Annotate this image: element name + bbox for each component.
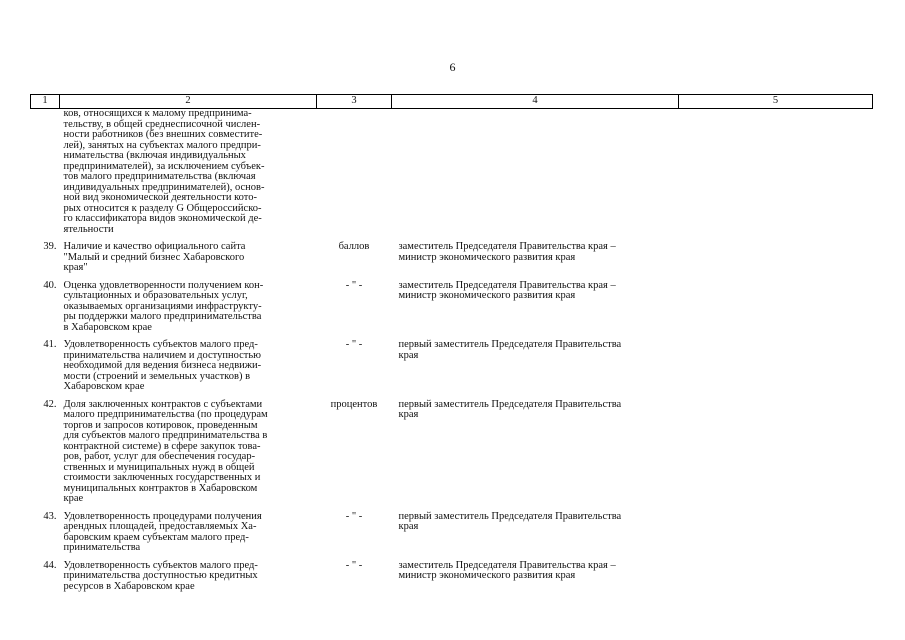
table-header-row — [31, 95, 873, 109]
unit — [317, 109, 392, 236]
column-5-cell — [679, 561, 873, 593]
row-number — [31, 109, 60, 236]
row-number: 42. — [43, 398, 57, 410]
unit: - " - — [345, 279, 363, 291]
responsible: первый заместитель Председателя Правительства края — [398, 510, 622, 532]
row-number: 39. — [43, 241, 57, 252]
responsible — [392, 109, 679, 236]
table-row — [31, 561, 873, 593]
column-header-1: 1 — [31, 95, 60, 109]
column-5-cell — [679, 400, 873, 505]
row-number: 44. — [43, 559, 57, 571]
column-5-cell — [679, 281, 873, 334]
page-number: 6 — [449, 60, 456, 74]
responsible: заместитель Председателя Правительства края – министр экономического развития края — [398, 241, 616, 263]
column-5-cell — [679, 340, 873, 393]
responsible: заместитель Председателя Правительства края – министр экономического развития края — [398, 279, 616, 301]
unit: баллов — [338, 241, 370, 252]
indicators-table — [30, 94, 873, 592]
indicator-name: Удовлетворенность субъектов малого пред- принимательства доступностью кредитных ресурсов в Хабаровском крае — [63, 559, 258, 592]
unit: процентов — [330, 398, 378, 410]
column-header-2: 2 — [60, 95, 317, 109]
indicator-name: Оценка удовлетворенности получением кон- сультационных и образовательных услуг, оказываемых организациями инфраструкту- ры поддержки малого предпринимательства в Хабаровском крае — [63, 279, 264, 333]
row-number: 41. — [43, 339, 57, 350]
table-row — [31, 242, 873, 274]
table-body — [31, 109, 873, 593]
unit: - " - — [345, 510, 363, 522]
table-row — [31, 400, 873, 505]
column-header-4: 4 — [392, 95, 679, 109]
responsible: заместитель Председателя Правительства края – министр экономического развития края — [398, 559, 616, 581]
unit: - " - — [345, 339, 363, 350]
unit: - " - — [345, 559, 363, 571]
table-row — [31, 340, 873, 393]
column-5-cell — [679, 242, 873, 274]
indicator-name: Удовлетворенность процедурами получения арендных площадей, предоставляемых Ха- баровским краем субъектам малого пред- принимательства — [63, 510, 262, 553]
row-number: 43. — [43, 510, 57, 522]
table-row — [31, 109, 873, 236]
indicator-name: Доля заключенных контрактов с субъектами малого предпринимательства (по процедурам торгов и запросов котировок, проведенным для субъектов малого предпринимательства в контрактной системе) в сфере закупок това- ров, работ, услуг для обеспечения государ- ственных и муниципальных нужд в общей стоимости заключенных государственных и муниципальных контрактов в Хабаровском крае — [63, 398, 268, 504]
indicator-name: ков, относящихся к малому предпринима- тельству, в общей среднесписочной числен- ности работников (без внешних совместите- лей), занятых на субъектах малого предпри- нимательства (включая индивидуальных предпринимателей), за исключением субъек- тов малого предпринимательства (включая индивидуальных предпринимателей), основ- ной вид экономической деятельности кото- рых относится к разделу G Общероссийско- го классификатора видов экономической де- ятельности — [63, 108, 265, 235]
responsible: первый заместитель Председателя Правительства края — [398, 398, 622, 420]
responsible: первый заместитель Председателя Правительства края — [398, 339, 622, 361]
indicator-name: Наличие и качество официального сайта "Малый и средний бизнес Хабаровского края" — [63, 241, 246, 273]
column-5-cell — [679, 512, 873, 554]
table-row — [31, 281, 873, 334]
column-header-3: 3 — [317, 95, 392, 109]
table-row — [31, 512, 873, 554]
row-number: 40. — [43, 279, 57, 291]
indicator-name: Удовлетворенность субъектов малого пред- принимательства наличием и доступностью необходимой для ведения бизнеса недвижи- мости (строений и земельных участков) в Хабаровском крае — [63, 339, 262, 392]
column-header-5: 5 — [679, 95, 873, 109]
column-5-cell — [679, 109, 873, 236]
